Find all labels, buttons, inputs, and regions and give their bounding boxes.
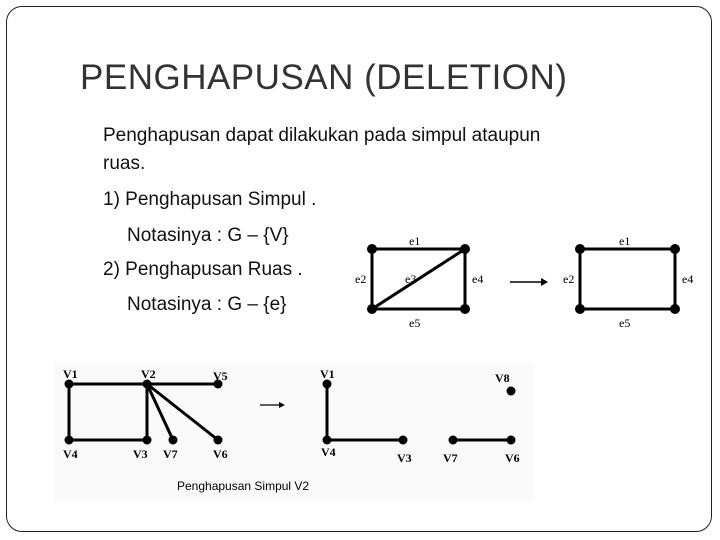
label-e4: e4	[472, 272, 484, 286]
vertex-node	[460, 304, 470, 314]
figure-caption: Penghapusan Simpul V2	[177, 479, 310, 493]
graph-before-edge-deletion	[355, 234, 483, 330]
label-v7: V7	[443, 451, 458, 465]
vertex-v4	[323, 436, 332, 445]
vertex-v7	[169, 436, 178, 445]
slide-title: PENGHAPUSAN (DELETION)	[80, 58, 568, 97]
vertex-v8	[507, 387, 516, 396]
graph-after-edge-deletion	[563, 234, 693, 330]
label-v4: V4	[63, 447, 78, 461]
vertex-v7	[449, 436, 458, 445]
label-v2: V2	[141, 367, 156, 381]
notation-vertex: Notasinya : G – {V}	[127, 225, 289, 246]
vertex-node	[367, 244, 377, 254]
vertex-v6	[507, 436, 516, 445]
vertex-node	[575, 304, 585, 314]
vertex-node	[367, 304, 377, 314]
label-e5: e5	[619, 316, 631, 330]
vertex-v4	[65, 436, 74, 445]
label-e3: e3	[405, 272, 417, 286]
item-vertex-deletion: 1) Penghapusan Simpul .	[103, 189, 317, 210]
label-v6: V6	[505, 451, 520, 465]
edge-e3-line	[372, 249, 465, 309]
intro-line-2: ruas.	[103, 153, 146, 174]
item-edge-deletion: 2) Penghapusan Ruas .	[103, 259, 303, 280]
vertex-node	[575, 244, 585, 254]
vertex-v3	[143, 436, 152, 445]
vertex-deletion-figure	[55, 362, 535, 502]
label-v4: V4	[321, 445, 336, 459]
vertex-node	[460, 244, 470, 254]
label-e5: e5	[409, 316, 421, 330]
label-e2: e2	[563, 272, 575, 286]
label-v3: V3	[397, 451, 412, 465]
label-v8: V8	[495, 371, 510, 385]
label-e2: e2	[355, 272, 367, 286]
intro-line-1: Penghapusan dapat dilakukan pada simpul ataupun	[103, 125, 541, 146]
label-v3: V3	[133, 447, 148, 461]
edge-deletion-figure	[345, 225, 705, 340]
label-v5: V5	[213, 369, 228, 383]
label-v7: V7	[163, 447, 178, 461]
label-v1: V1	[320, 367, 335, 381]
label-e4: e4	[682, 272, 694, 286]
label-v6: V6	[213, 447, 228, 461]
vertex-node	[670, 304, 680, 314]
label-v1: V1	[63, 367, 78, 381]
label-e1: e1	[619, 234, 631, 248]
vertex-node	[670, 244, 680, 254]
vertex-v6	[214, 436, 223, 445]
vertex-v3	[399, 436, 408, 445]
arrow-icon	[510, 278, 548, 286]
label-e1: e1	[409, 234, 421, 248]
notation-edge: Notasinya : G – {e}	[127, 294, 287, 315]
